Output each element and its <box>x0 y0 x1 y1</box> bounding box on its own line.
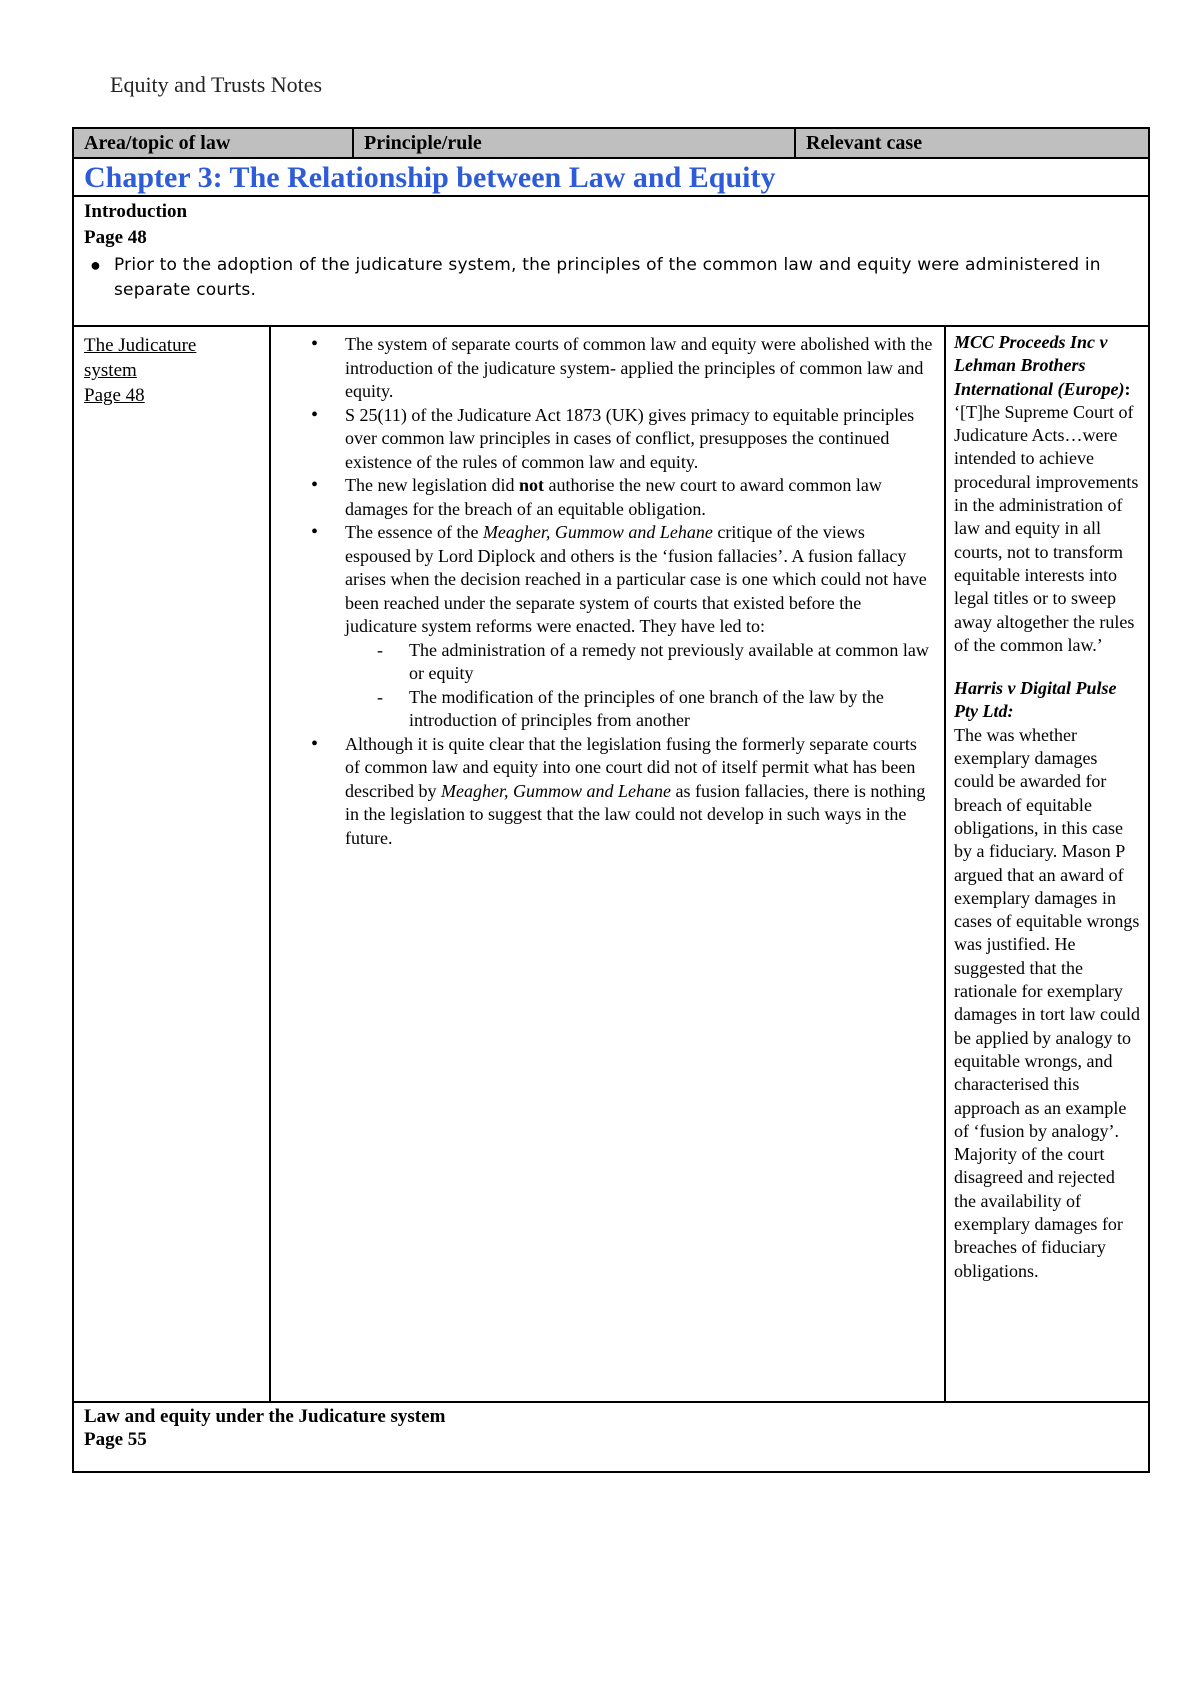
principle-text: The system of separate courts of common law and equity were abolished with the introduction of the judicature system- applied the principles of common law and equity. <box>345 334 933 401</box>
principle-text: authorise the new court to award common law damages for the breach of an equitable obligation. <box>345 475 882 519</box>
topic-cell <box>74 327 271 1401</box>
section-heading: Law and equity under the Judicature system <box>84 1406 446 1427</box>
topic-page-link[interactable]: Page 48 <box>84 385 145 406</box>
principle-item <box>311 474 934 521</box>
intro-page: Page 48 <box>84 227 147 248</box>
case-quote: ‘[T]he Supreme Court of Judicature Acts…were intended to achieve procedural improvements in the administration of law and equity in all courts, not to transform equitable interests into legal titles or to sweep away altogether the rules of the common law.’ <box>954 401 1139 655</box>
bullet-icon: ● <box>90 255 101 275</box>
case-cell <box>946 327 1148 1401</box>
chapter-row <box>74 159 1148 197</box>
principle-list <box>311 333 934 850</box>
column-header-area: Area/topic of law <box>74 129 354 157</box>
case-spacer <box>954 657 1140 677</box>
principle-item <box>311 733 934 851</box>
principle-text: The essence of the <box>345 522 483 542</box>
principle-item <box>311 333 934 404</box>
table-header-row <box>74 129 1148 159</box>
intro-bullet-text: Prior to the adoption of the judicature system, the principles of the common law and equity were administered in separate courts. <box>114 255 1101 300</box>
sub-item: - The administration of a remedy not previously available at common law or equity <box>345 639 934 686</box>
authors-citation: Meagher, Gummow and Lehane <box>440 780 671 801</box>
case-colon: : <box>1124 378 1131 399</box>
topic-link[interactable]: The Judicature system <box>84 335 197 381</box>
case-name: MCC Proceeds Inc v Lehman Brothers International (Europe) <box>954 332 1125 399</box>
principle-cell <box>271 327 946 1401</box>
principle-text: Although it is quite clear that the legislation fusing the formerly separate courts of common law and equity into one court did not of itself permit what has been described by <box>345 733 917 801</box>
emphasis-not: not <box>518 475 544 495</box>
page-header-title: Equity and Trusts Notes <box>110 72 323 97</box>
chapter-title: Chapter 3: The Relationship between Law and Equity <box>84 161 776 194</box>
case-harris <box>954 677 1140 1283</box>
judicature-row <box>74 327 1148 1403</box>
column-header-case: Relevant case <box>806 132 923 154</box>
notes-table <box>72 127 1150 1473</box>
judicature-law-equity-section <box>74 1403 1148 1471</box>
principle-text: S 25(11) of the Judicature Act 1873 (UK) gives primacy to equitable principles over common law principles in cases of conflict, presupposes the continued existence of the rules of common law and equity. <box>345 404 915 472</box>
section-page: Page 55 <box>84 1429 147 1450</box>
sub-list <box>345 639 934 733</box>
principle-item <box>311 404 934 475</box>
principle-item <box>311 521 934 733</box>
column-header-principle: Principle/rule <box>354 129 796 157</box>
principle-text: as fusion fallacies, there is nothing in the legislation to suggest that the law could not develop in such ways in the future. <box>345 780 926 848</box>
case-summary: The was whether exemplary damages could be awarded for breach of equitable obligations, in this case by a fiduciary. Mason P argued that an award of exemplary damages in cases of equitable wrongs was justified. He suggested that the rationale for exemplary damages in tort law could be applied by analogy to equitable wrongs, and characterised this approach as an example of ‘fusion by analogy’. Majority of the court disagreed and rejected the availability of exemplary damages for breaches of fiduciary obligations. <box>954 724 1140 1281</box>
intro-bullet-item <box>84 253 1138 303</box>
case-mcc <box>954 331 1140 657</box>
authors-citation: Meagher, Gummow and Lehane <box>482 522 713 542</box>
case-name: Harris v Digital Pulse Pty Ltd: <box>954 678 1117 722</box>
principle-text: critique of the views espoused by Lord Diplock and others is the ‘fusion fallacies’. A fusion fallacy arises when the decision reached in a particular case is one which could not have been reached under the separate system of courts that existed before the judicature system reforms were enacted. They have led to: <box>345 522 927 636</box>
intro-heading: Introduction <box>84 201 188 222</box>
principle-text: The new legislation did <box>345 475 519 495</box>
sub-item: - The modification of the principles of one branch of the law by the introduction of principles from another <box>345 686 934 733</box>
intro-section <box>74 197 1148 327</box>
